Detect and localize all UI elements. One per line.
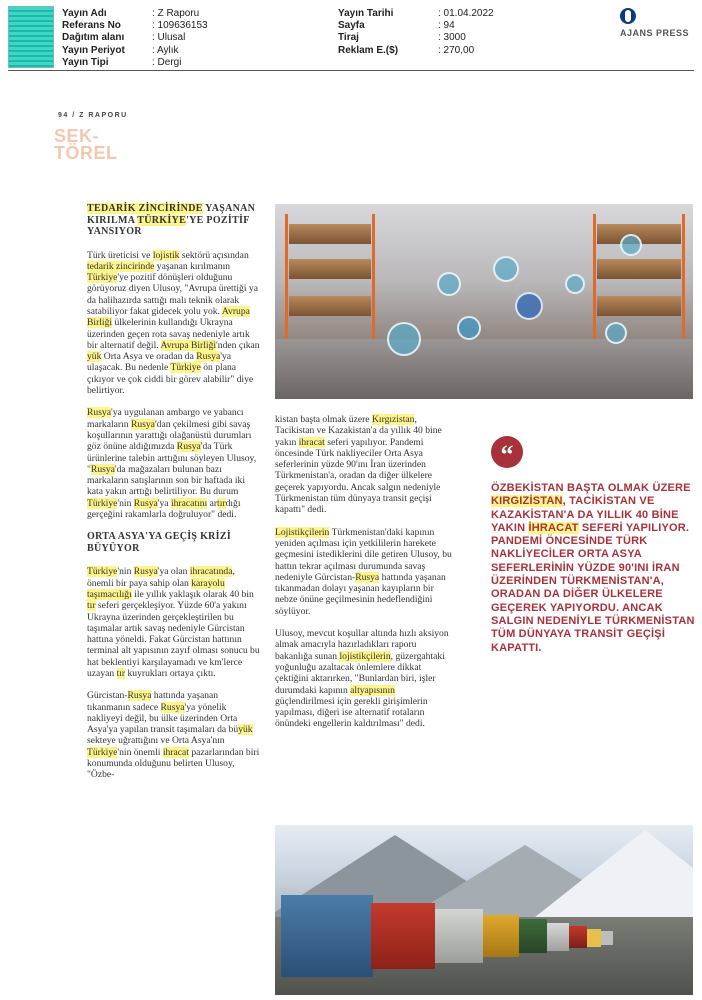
paragraph: kistan başta olmak üzere Kırgızistan, Tacikistan ve Kazakistan'a da yıllık 40 bine yakın ihracat seferi yapılıyor. Pandemi öncesinde Türk nakliyeciler Orta Asya seferlerinin yüzde 90'ını İran üzerinden Türkmenistan'a, oradan da diğer ülkelere geçerek yapıyordu. Ancak salgın nedeniyle Türkmenistan tüm dünyaya transit geçişi kapattı" dedi.	[275, 414, 442, 516]
meta-key: Referans No	[62, 20, 121, 32]
meta-value: : 3000	[438, 32, 466, 44]
meta-key: Tiraj	[338, 32, 359, 44]
logo-text: AJANS PRESS	[620, 28, 690, 38]
meta-value: : Aylık	[152, 44, 179, 56]
meta-value: : Z Raporu	[152, 8, 200, 19]
truck	[519, 919, 547, 953]
meta-row	[62, 32, 208, 44]
paragraph: Rusya'ya uygulanan ambargo ve yabancı markaların Rusya'dan çekilmesi gibi savaş koşullarının yarattığı olağanüstü durumları göz önüne aldığımızda Rusya'da Türk ürünlerine talebin arttığını söyleyen Ulusoy, "Rusya'da mağazaları bulunan bazı markaların satışlarının son bir haftada iki kata yakın arttığı belirtiliyor. Bu durum Türkiye'nin Rusya'ya ihracatını artırdığı gerçeğini rakamlarla doğruluyor" dedi.	[87, 407, 257, 521]
paragraph: Gürcistan-Rusya hattında yaşanan tıkanmanın sadece Rusya'ya yönelik nakliyeyi değil, bu ülke üzerinden Orta Asya'ya yapılan transit taşımaları da büyük sekteye uğrattığını ve Orta Asya'nın Türkiye'nin önemli ihracat pazarlarından biri konumunda olduğunu belirten Ulusoy, "Özbe-	[87, 690, 260, 781]
meta-key: Reklam E.($)	[338, 44, 399, 56]
shelf	[597, 296, 681, 316]
paragraph: Türkiye'nin Rusya'ya olan ihracatında, önemli bir paya sahip olan karayolu taşımacılığı ile yıllık yaklaşık olarak 40 bin tır seferi gerçekleşiyor. Yüzde 60'a yakını Ukrayna üzerinden gerçekleştirilen bu taşımalar artık savaş nedeniyle Gürcistan hattına yöneldi. Fakat Gürcistan hattının terminal alt yapısının zayıf olması sonucu bu hat beklentiyi karşılayamadı ve km'lerce uzayan tır kuyrukları ortaya çıktı.	[87, 566, 260, 679]
article-column-middle	[275, 414, 453, 741]
meta-value: : 94	[438, 20, 455, 32]
shelf	[289, 296, 371, 316]
truck	[601, 931, 613, 945]
meta-key: Yayın Periyot	[62, 44, 125, 56]
shelf	[289, 224, 371, 244]
meta-key: Sayfa	[338, 20, 365, 32]
package-icon	[620, 234, 642, 256]
logo-mark-icon	[620, 8, 636, 24]
meta-value: : 270,00	[438, 44, 475, 56]
meta-row	[62, 45, 208, 57]
meta-value: : Dergi	[152, 56, 182, 68]
ajans-press-logo	[620, 8, 692, 38]
meta-value: : Ulusal	[152, 32, 186, 44]
quote-mark-icon: “	[491, 436, 523, 468]
shelf	[289, 259, 371, 279]
truck	[587, 929, 601, 947]
meta-row	[62, 8, 208, 20]
meta-row	[338, 20, 494, 32]
truck	[281, 895, 373, 977]
meta-row	[338, 45, 494, 57]
truck	[371, 903, 435, 969]
article-column-left	[87, 203, 262, 792]
truck-icon	[387, 322, 421, 356]
paragraph: Ulusoy, mevcut koşullar altında hızlı aksiyon almak amacıyla hazırladıkları raporu bakanlığa sunan lojistikçilerin, güzergahtaki yoğunluğu azaltacak önlemlere dikkat çektiğini aktarırken, "Bunlardan biri, işler durumdaki kapının altyapısının güçlendirilmesi için gerekli girişimlerin yapılması, diğeri ise alternatif rotaların önündeki engellerin kaldırılması" dedi.	[275, 628, 449, 730]
mountain	[525, 830, 693, 925]
section-label-line2: TÖREL	[54, 143, 118, 163]
truck	[483, 915, 519, 957]
meta-key: Dağıtım alanı	[62, 32, 125, 44]
page-thumbnail	[8, 6, 54, 68]
section-label-line1: SEK-	[54, 126, 100, 146]
meta-value: : 01.04.2022	[438, 8, 494, 19]
section-label	[54, 128, 118, 162]
running-head: 94 / Z RAPORU	[58, 112, 128, 119]
paragraph: Lojistikçilerin Türkmenistan'daki kapının yeniden açılması için yetkililerin harekete geçmesini istediklerini dile getiren Ulusoy, bu hattın tekrar açılması durumunda savaş nedeniyle Gürcistan-Rusya hattında yaşanan tıkanmadan dolayı yaşanan kayıpların bir nebze önüne geçilmesinin hedeflendiğini söylüyor.	[275, 526, 452, 617]
clock-icon	[565, 274, 585, 294]
box-icon	[493, 256, 519, 282]
clipping-header	[0, 0, 702, 72]
meta-key: Yayın Adı	[62, 8, 107, 19]
plane-icon	[605, 322, 627, 344]
truck-queue-photo	[275, 825, 693, 995]
warehouse-floor	[275, 339, 693, 399]
header-divider	[8, 70, 694, 71]
article-subhead: ORTA ASYA'YA GEÇİŞ KRİZİ BÜYÜYOR	[87, 531, 232, 554]
meta-row	[62, 57, 208, 69]
meta-left	[62, 8, 208, 69]
shelf	[597, 259, 681, 279]
network-icon	[437, 272, 461, 296]
meta-row	[338, 8, 494, 20]
meta-row	[62, 20, 208, 32]
meta-key: Yayın Tipi	[62, 56, 109, 68]
meta-right	[338, 8, 494, 57]
paragraph: Türk üreticisi ve lojistik sektörü açısından tedarik zincirinde yaşanan kırılmanın Türkiye'ye pozitif dönüşleri olduğunu görüyoruz diyen Ulusoy, "Avrupa ürettiği ya da halihazırda sattığı malı teknik olarak satabiliyor fakat gidecek yolu yok. Avrupa Birliği ülkelerinin kullandığı Ukrayna üzerinden geçen rota savaş nedeniyle artık bir alternatif değil. Avrupa Birliği'nden çıkan yük Orta Asya ve oradan da Rusya'ya ulaşacak. Bu nedenle Türkiye ön plana çıkıyor ve çok ciddi bir görev alabilir" diye belirtiyor.	[87, 249, 260, 397]
truck	[569, 926, 587, 948]
pull-quote: ÖZBEKİSTAN BAŞTA OLMAK ÜZERE KIRGIZİSTAN, TACİKİSTAN VE KAZAKİSTAN'A DA YILLIK 40 BİNE YAKIN İHRACAT SEFERİ YAPILIYOR. PANDEMİ ÖNCESİNDE TÜRK NAKLİYECİLER ORTA ASYA SEFERLERİNİN YÜZDE 90'INI İRAN ÜZERİNDEN TÜRKMENİSTAN'A, ORADAN DA DİĞER ÜLKELERE GEÇEREK YAPIYORDU. ANCAK SALGIN NEDENİYLE TÜRKMENİSTAN TÜM DÜNYAYA TRANSİT GEÇİŞİ KAPATTI.	[491, 482, 695, 654]
analytics-icon	[515, 292, 543, 320]
warehouse-photo	[275, 204, 693, 399]
truck	[435, 909, 483, 963]
meta-value: : 109636153	[152, 20, 208, 32]
truck	[547, 923, 569, 951]
meta-row	[338, 32, 494, 44]
article-headline: TEDARİK ZİNCİRİNDE YAŞANAN KIRILMA TÜRKİYE'YE POZİTİF YANSIYOR	[87, 203, 256, 237]
globe-icon	[457, 316, 481, 340]
meta-key: Yayın Tarihi	[338, 8, 394, 19]
